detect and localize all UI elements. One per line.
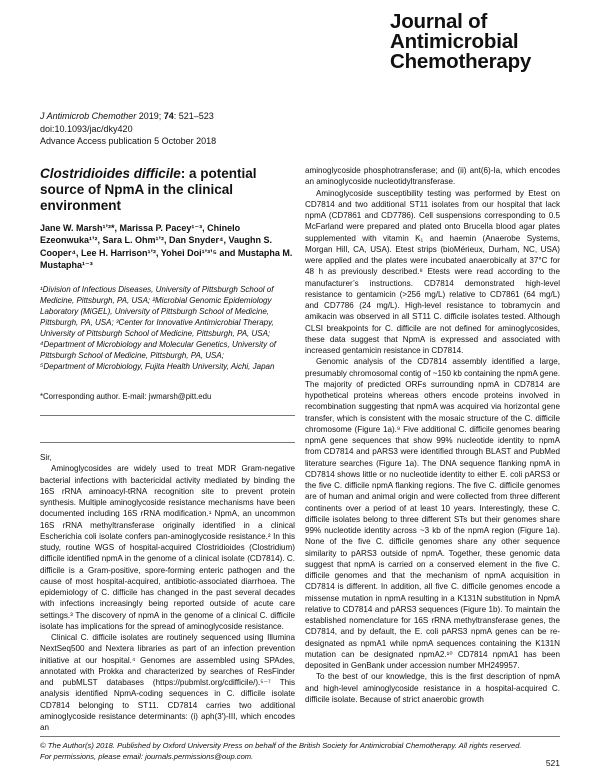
body-left-column — [40, 452, 295, 733]
divider-top-left — [40, 415, 295, 416]
body-right-column — [305, 165, 560, 705]
permissions-line: For permissions, please email: journals.permissions@oup.com. — [40, 751, 254, 761]
citation-year: 2019; — [136, 111, 164, 121]
journal-logo-line1: Journal of — [390, 10, 488, 33]
divider-bottom-left — [40, 442, 295, 443]
citation-pages: : 521–523 — [173, 111, 214, 121]
paragraph: Aminoglycoside susceptibility testing was performed by Etest on CD7814 and two additional ST11 isolates from our hospital that lack npmA (CD7861 and CD7786). Cell suspensions corresponding to 0.5 McFarland were prepared and plated onto Brucella blood agar plates supplemented with vitamin K₁ and haemin (Anaerobe Systems, Morgan Hill, CA, USA). Etest strips (bioMérieux, Durham, NC, USA) were applied and the plates were incubated anaerobically at 37°C for 48 h as previously described.⁸ Etests were read according to the manufacturer’s instructions. CD7814 demonstrated high-level resistance to gentamicin (>256 mg/L) relative to CD7861 (64 mg/L) and CD7786 (24 mg/L). High-level resistance to tobramycin and amikacin was observed in all ST11 C. difficile isolates tested. Although CLSI breakpoints for C. difficile are not defined for aminoglycosides, these data suggest that NpmA is expressed and associated with increased gentamicin resistance in CD7814. — [305, 188, 560, 355]
paragraph: Clinical C. difficile isolates are routinely sequenced using Illumina NextSeq500 and Nextera libraries as part of an infection prevention initiative at our hospital.⁴ Genomes are assembled using SPAdes, annotated with Prokka and characterized by searches of ResFinder and pubMLST databases (https://pubmlst.org/cdifficile/).⁵⁻⁷ This analysis identified NpmA-coding sequences in C. difficile isolate CD7814 belonging to ST11. CD7814 carries two additional aminoglycoside resistance determinants: (i) aph(3′)-III, which encodes an — [40, 633, 295, 732]
page-number: 521 — [545, 758, 560, 768]
affiliation-1-3: ¹Division of Infectious Diseases, University of Pittsburgh School of Medicine, Pittsburgh, PA, USA; ²Microbial Genomic Epidemiology Laboratory (MiGEL), University of Pittsburgh School of Medicine, Pittsburgh, PA, USA; ³Center for Innovative Antimicrobial Therapy, University of Pittsburgh School of Medicine, Pittsburgh, PA, USA; — [40, 285, 274, 338]
corresponding-author: *Corresponding author. E-mail: jwmarsh@pitt.edu — [40, 392, 212, 401]
affiliation-5: ⁵Department of Microbiology, Fujita Health University, Aichi, Japan — [40, 362, 275, 371]
journal-abbrev: J Antimicrob Chemother — [40, 111, 137, 121]
paragraph: To the best of our knowledge, this is the first description of npmA and high-level aminoglycoside resistance in a hospital-acquired C. difficile isolate. Because of strict anaerobic growth — [305, 672, 560, 704]
copyright-line: © The Author(s) 2018. Published by Oxford University Press on behalf of the British Society for Antimicrobial Chemotherapy. All rights reserved. — [40, 741, 522, 750]
citation-volume: 74 — [163, 111, 174, 121]
journal-logo-line3: Chemotherapy — [390, 50, 532, 73]
citation-line — [40, 110, 300, 123]
footer-divider — [40, 736, 560, 737]
paragraph: Genomic analysis of the CD7814 assembly identified a large, presumably chromosomal contig of ~150 kb containing the npmA gene. The majority of predicted ORFs surrounding npmA in CD7814 are hypothetical proteins whereas others encode proteins involved in recombination suggesting that npmA was acquired via horizontal gene transfer, which is consistent with the mosaic structure of the C. difficile chromosome (Figure 1a).⁹ Five additional C. difficile genomes bearing npmA gene sequences that show 99% nucleotide identity to npmA from CD7814 and pARS3 were identified through BLAST and PubMed literature searches (Figure 1a). The DNA sequence flanking npmA in CD7814 shows little or no nucleotide identity to either E. coli pARS3 or the five C. difficile npmA flanking regions. The five C. difficile genomes are of human and animal origin and were collected from three different continents over a period of at least 10 years. Interestingly, these C. difficile isolates belong to three different STs but their genomes share 99% nucleotide identity across ~3 kb of the npmA region (Figure 1a). None of the five C. difficile genomes share any other sequence similarity to pARS3 outside of npmA. Together, these genomic data suggest that npmA is carried on a conserved element in the five C. difficile genomes and that the mechanism of npmA acquisition in CD7814 is different. In addition, all five C. difficile genomes encode a missense mutation in npmA resulting in a K131N substitution in NpmA relative to CD7814 and pARS3 sequences (Figure 1b). To maintain the established nomenclature for 16S rRNA methyltransferase genes, the CD7814, and by default, the E. coli pARS3 npmA genes can be re-designated as npmA1 while npmA sequences containing the K131N mutation can be designated npmA2.¹⁰ CD7814 npmA1 has been deposited in GenBank under accession number MH249957. — [305, 357, 560, 670]
journal-logo-line2: Antimicrobial — [390, 30, 519, 53]
salutation: Sir, — [40, 453, 52, 462]
advance-access: Advance Access publication 5 October 2018 — [40, 136, 217, 147]
title-rest: : a potential source of NpmA in the clinical environment — [40, 166, 257, 213]
affiliations — [40, 284, 300, 372]
title-italic: Clostridioides difficile — [40, 166, 181, 181]
paragraph: aminoglycoside phosphotransferase; and (ii) ant(6)-Ia, which encodes an aminoglycoside nucleotidyltransferase. — [305, 166, 560, 187]
article-title — [40, 166, 280, 214]
journal-logo — [390, 12, 560, 72]
doi: doi:10.1093/jac/dky420 — [40, 123, 133, 134]
copyright-footer — [40, 741, 560, 762]
paragraph: Aminoglycosides are widely used to treat MDR Gram-negative bacterial infections with bactericidal activity mediated by binding the 16S rRNA aminoacyl-tRNA recognition site to prevent protein synthesis. Multiple aminoglycoside resistance mechanisms have been documented including 16S rRNA modification.¹ NpmA, an uncommon 16S rRNA methyltransferase originally identified in a clinical Escherichia coli isolate confers pan-aminoglycoside resistance.² In this study, routine WGS of hospital-acquired Clostridioides (Clostridium) difficile identified npmA in the genome of a clinical isolate (CD7814). C. difficile is a Gram-positive, spore-forming enteric pathogen and the cause of most hospital-acquired, antibiotic-associated diarrhoea. The epidemiology of C. difficile has changed in the past several decades with infections increasingly being reported outside of acute care settings.³ The discovery of npmA in the genome of a clinical C. difficile isolate has implications for the spread of aminoglycoside resistance. — [40, 464, 295, 631]
author-list: Jane W. Marsh¹’²*, Marissa P. Pacey¹⁻³, Chinelo Ezeonwuka¹’², Sara L. Ohm¹’², Dan Snyder⁴, Vaughn S. Cooper⁴, Lee H. Harrison¹’², Yohei Doi¹’³’⁵ and Mustapha M. Mustapha¹⁻³ — [40, 223, 293, 270]
affiliation-4: ⁴Department of Microbiology and Molecular Genetics, University of Pittsburgh School of Medicine, Pittsburgh, PA, USA; — [40, 340, 277, 360]
citation-block — [40, 110, 300, 148]
